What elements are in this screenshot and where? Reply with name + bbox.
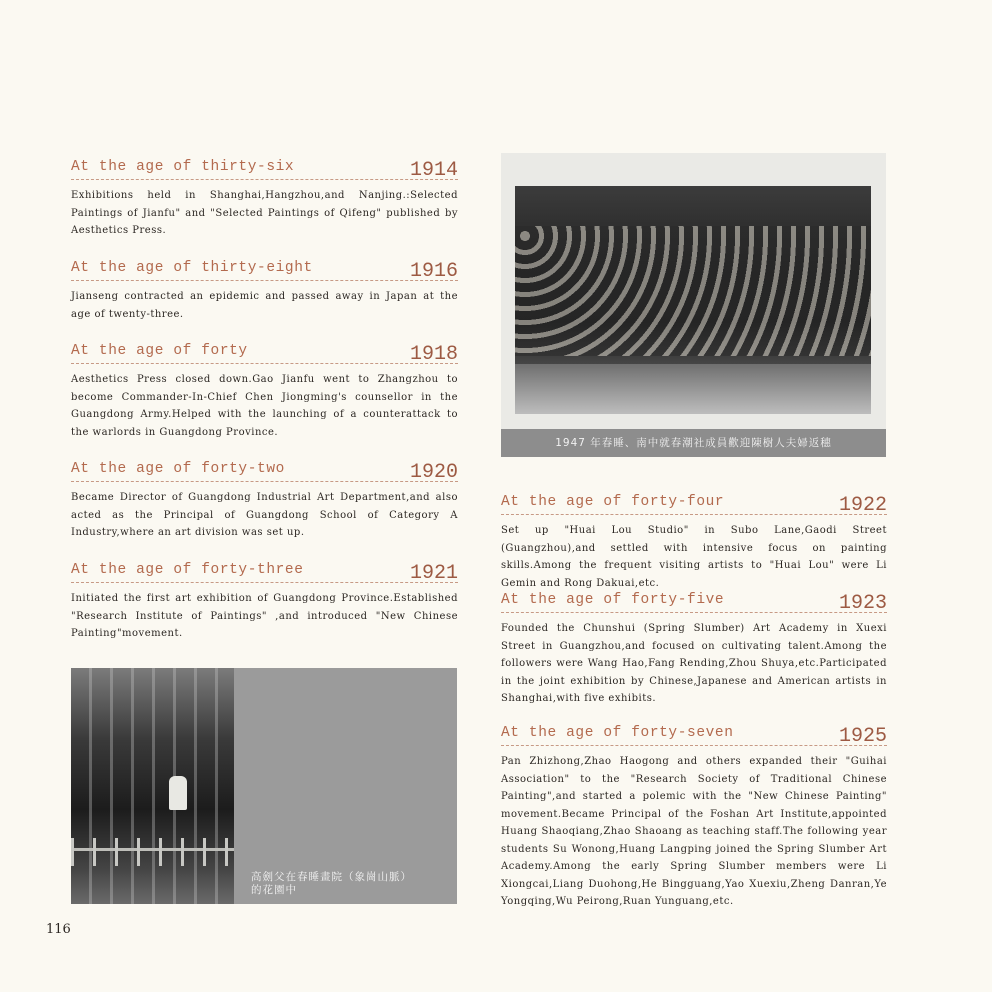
entry-year: 1920 [409, 461, 458, 484]
group-photo-caption: 1947 年春睡、南中就春潮社成員歡迎陳樹人夫婦返穗 [501, 429, 886, 457]
entry-text: Pan Zhizhong,Zhao Haogong and others expanded their "Guihai Association" to the "Research Society of Traditional Chinese Painting",and started a polemic with the "New Chinese Painting" movement.Became Principal of the Foshan Art Institute,appointed Huang Shaoqiang,Zhao Shaoang as teaching staff.The following year students Su Wonong,Huang Langping joined the Spring Slumber Art Academy.Among the early Spring Slumber members were Li Xiongcai,Liang Duohong,He Bingguang,Yao Xuexiu,Zheng Danran,Ye Yongqing,Wu Peirong,Ruan Yunguang,etc. [501, 756, 887, 907]
garden-photo-caption [251, 871, 451, 897]
garden-fence [71, 838, 234, 866]
garden-caption-line1: 高劍父在春睡畫院（象崗山脈） [251, 871, 412, 883]
entry-age: At the age of thirty-six [71, 159, 295, 175]
timeline-entry-1921 [71, 558, 458, 643]
entry-heading [71, 155, 458, 180]
entry-text: Set up "Huai Lou Studio" in Subo Lane,Gaodi Street (Guangzhou),and settled with intensive focus on painting skills.Among the frequent visiting artists to "Huai Lou" were Li Gemin and Rong Dakuai,etc. [501, 525, 887, 589]
entry-heading [71, 558, 458, 583]
entry-year: 1922 [838, 494, 887, 517]
group-people [515, 226, 871, 356]
timeline-entry-1923 [501, 588, 887, 708]
entry-text: Aesthetics Press closed down.Gao Jianfu went to Zhangzhou to become Commander-In-Chief Chen Jiongming's counsellor in the Guangdong Army.Helped with the launching of a counterattack to the warlords in Guangdong Province. [71, 374, 458, 438]
entry-heading [501, 490, 887, 515]
timeline-entry-1916 [71, 256, 458, 323]
entry-text: Exhibitions held in Shanghai,Hangzhou,and Nanjing.:Selected Paintings of Jianfu" and "Selected Paintings of Qifeng" published by Aesthetics Press. [71, 190, 458, 236]
timeline-entry-1914 [71, 155, 458, 240]
entry-heading [71, 256, 458, 281]
timeline-entry-1925 [501, 721, 887, 911]
timeline-entry-1922 [501, 490, 887, 592]
entry-year: 1921 [409, 562, 458, 585]
entry-age: At the age of thirty-eight [71, 260, 313, 276]
entry-age: At the age of forty-seven [501, 725, 734, 741]
entry-heading [501, 721, 887, 746]
entry-heading [71, 339, 458, 364]
group-floor [515, 364, 871, 414]
entry-age: At the age of forty-three [71, 562, 304, 578]
entry-text: Became Director of Guangdong Industrial Art Department,and also acted as the Principal of Guangdong School of Category A Industry,where an art division was set up. [71, 492, 458, 538]
group-photo-panel [501, 153, 886, 457]
page-number: 116 [46, 922, 71, 937]
entry-age: At the age of forty-five [501, 592, 725, 608]
entry-year: 1916 [409, 260, 458, 283]
timeline-entry-1920 [71, 457, 458, 542]
standing-figure [169, 776, 187, 810]
garden-photo-panel [71, 668, 457, 904]
entry-age: At the age of forty-two [71, 461, 285, 477]
timeline-entry-1918 [71, 339, 458, 441]
entry-heading [71, 457, 458, 482]
entry-year: 1925 [838, 725, 887, 748]
garden-photo [71, 668, 234, 904]
entry-year: 1923 [838, 592, 887, 615]
garden-caption-line2: 的花園中 [251, 884, 297, 896]
group-photo-frame [515, 186, 871, 414]
entry-year: 1914 [409, 159, 458, 182]
entry-text: Founded the Chunshui (Spring Slumber) Art Academy in Xuexi Street in Guangzhou,and focused on cultivating talent.Among the followers were Wang Hao,Fang Rending,Zhou Shuya,etc.Participated in the joint exhibition by Chinese,Japanese and American artists in Shanghai,with five exhibits. [501, 623, 887, 704]
entry-age: At the age of forty [71, 343, 248, 359]
entry-year: 1918 [409, 343, 458, 366]
entry-text: Initiated the first art exhibition of Guangdong Province.Established "Research Institute of Paintings" ,and introduced "New Chinese Painting"movement. [71, 593, 458, 639]
entry-heading [501, 588, 887, 613]
entry-text: Jianseng contracted an epidemic and passed away in Japan at the age of twenty-three. [71, 291, 458, 320]
entry-age: At the age of forty-four [501, 494, 725, 510]
group-photo [501, 153, 886, 429]
